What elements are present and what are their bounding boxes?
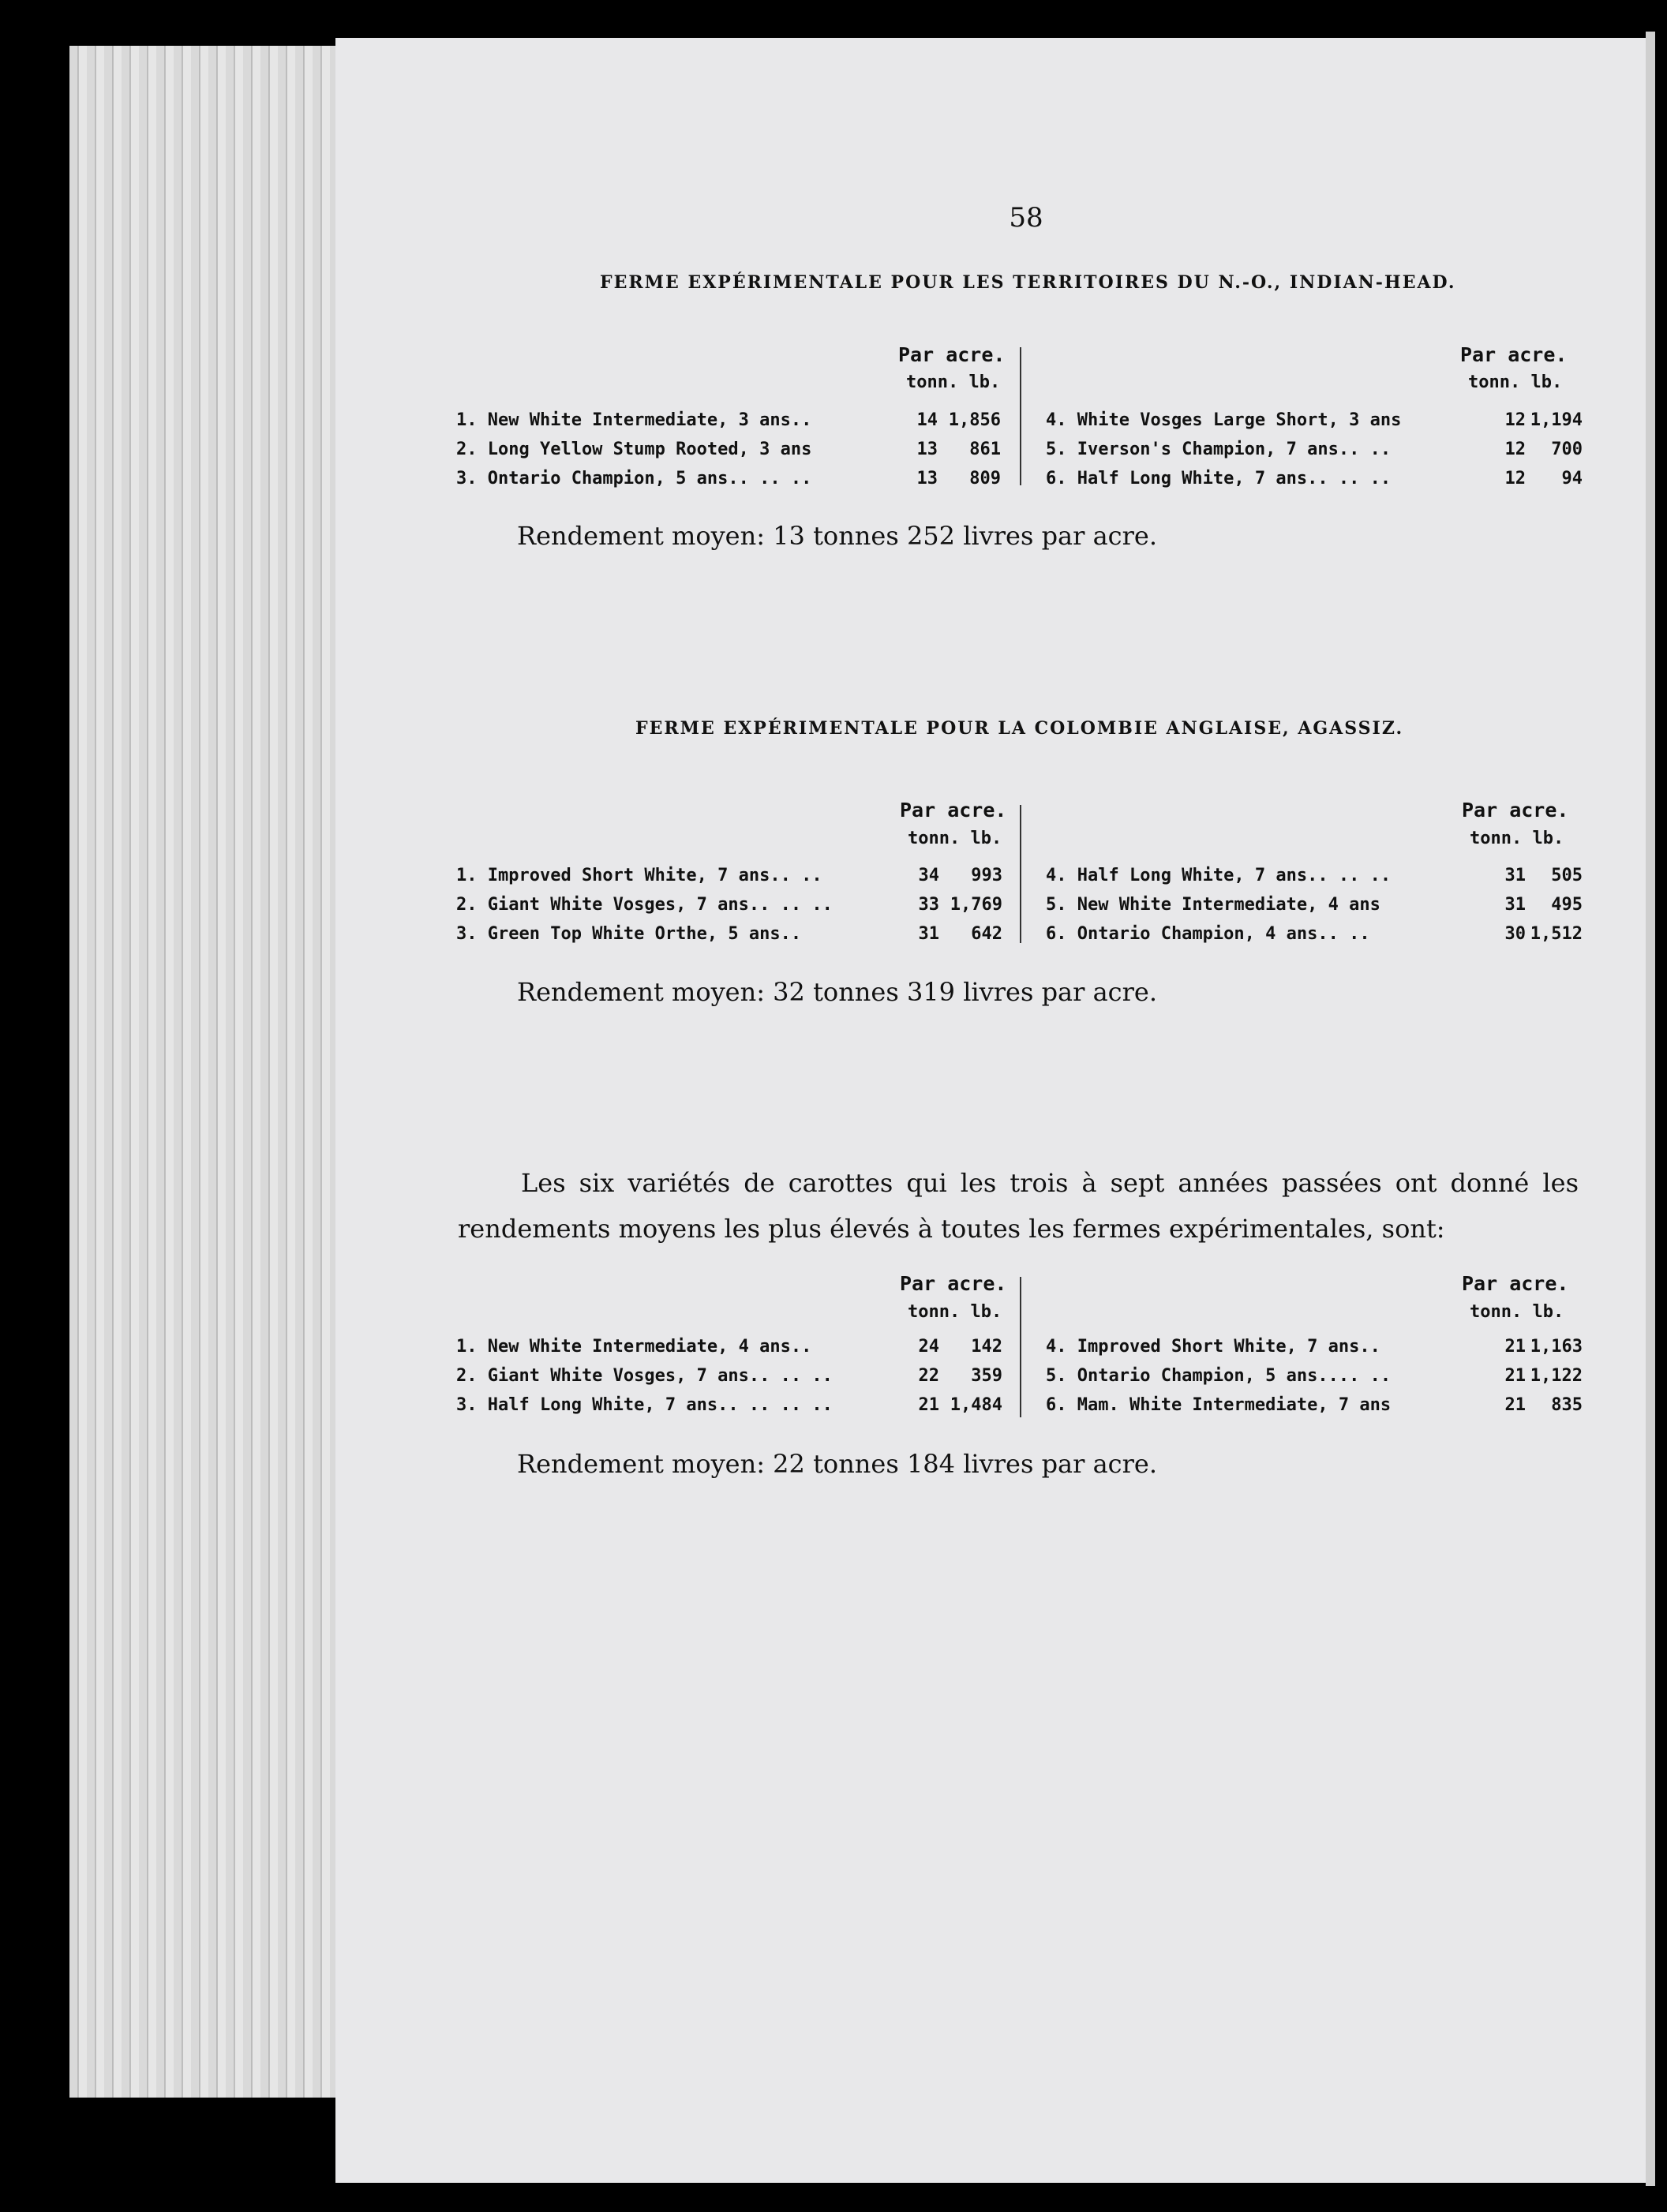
row-tonnes: 12 [1504,469,1526,488]
right-header-units: tonn. lb. [1470,1302,1564,1322]
section-title-indian-head: FERME EXPÉRIMENTALE POUR LES TERRITOIRES DU N.-O., INDIAN-HEAD. [600,272,1456,293]
row-tonnes: 34 [918,866,939,885]
row-variety: 3. Half Long White, 7 ans.. .. .. .. [456,1395,833,1415]
average-yield-summary: Rendement moyen: 22 tonnes 184 livres par acre. [517,1449,1157,1479]
table-row [456,924,1009,953]
right-header-per-acre: Par acre. [1460,343,1568,366]
row-tonnes: 30 [1504,924,1526,944]
row-pounds: 1,122 [1530,1366,1583,1386]
row-pounds: 835 [1551,1395,1583,1415]
table-row [1046,895,1583,923]
average-yield-summary: Rendement moyen: 13 tonnes 252 livres par acre. [517,521,1157,551]
right-header-per-acre: Par acre. [1462,799,1569,822]
table-row [1046,1337,1583,1365]
intro-paragraph: Les six variétés de carottes qui les trois à sept années passées ont donné les rendements moyens les plus élevés à toutes les fermes expérimentales, sont: [458,1168,1579,1244]
row-variety: 2. Long Yellow Stump Rooted, 3 ans [456,440,812,459]
row-variety: 1. New White Intermediate, 3 ans.. [456,410,812,430]
row-pounds: 642 [971,924,1002,944]
row-tonnes: 21 [1504,1337,1526,1357]
column-divider [1020,347,1021,485]
row-tonnes: 22 [918,1366,939,1386]
row-variety: 6. Ontario Champion, 4 ans.. .. [1046,924,1370,944]
row-tonnes: 12 [1504,440,1526,459]
row-tonnes: 21 [1504,1366,1526,1386]
row-pounds: 861 [969,440,1001,459]
row-tonnes: 31 [1504,866,1526,885]
book-page-edges [69,46,377,2098]
row-variety: 3. Ontario Champion, 5 ans.. .. .. [456,469,812,488]
table-row [456,895,1009,923]
left-header-per-acre: Par acre. [898,343,1006,366]
row-variety: 1. New White Intermediate, 4 ans.. [456,1337,812,1357]
row-variety: 5. Ontario Champion, 5 ans.... .. [1046,1366,1392,1386]
right-header-units: tonn. lb. [1470,829,1564,848]
row-pounds: 94 [1561,469,1583,488]
row-tonnes: 12 [1504,410,1526,430]
row-variety: 4. Half Long White, 7 ans.. .. .. [1046,866,1392,885]
row-variety: 5. Iverson's Champion, 7 ans.. .. [1046,440,1392,459]
table-row [456,1366,1009,1394]
page-number: 58 [1009,202,1043,234]
column-divider [1020,805,1021,943]
table-row [1046,440,1583,468]
row-pounds: 359 [971,1366,1002,1386]
row-pounds: 1,856 [948,410,1001,430]
left-header-units: tonn. lb. [908,1302,1002,1322]
row-variety: 1. Improved Short White, 7 ans.. .. [456,866,822,885]
average-yield-summary: Rendement moyen: 32 tonnes 319 livres par acre. [517,977,1157,1007]
right-header-per-acre: Par acre. [1462,1272,1569,1295]
row-tonnes: 31 [918,924,939,944]
row-pounds: 1,194 [1530,410,1583,430]
left-header-units: tonn. lb. [906,372,1001,392]
row-pounds: 700 [1551,440,1583,459]
right-header-units: tonn. lb. [1468,372,1563,392]
left-header-per-acre: Par acre. [900,799,1007,822]
section-title-agassiz: FERME EXPÉRIMENTALE POUR LA COLOMBIE ANGLAISE, AGASSIZ. [635,718,1404,739]
row-tonnes: 21 [1504,1395,1526,1415]
row-pounds: 1,512 [1530,924,1583,944]
row-variety: 3. Green Top White Orthe, 5 ans.. [456,924,802,944]
table-row [1046,410,1583,439]
row-tonnes: 21 [918,1395,939,1415]
row-variety: 6. Mam. White Intermediate, 7 ans [1046,1395,1392,1415]
table-row [1046,469,1583,497]
table-row [456,440,1009,468]
table-row [456,410,1009,439]
page-edge-strip [1646,32,1655,2186]
row-pounds: 1,769 [950,895,1002,915]
table-row [1046,1366,1583,1394]
row-tonnes: 13 [916,440,938,459]
row-pounds: 993 [971,866,1002,885]
row-variety: 4. White Vosges Large Short, 3 ans [1046,410,1402,430]
row-variety: 6. Half Long White, 7 ans.. .. .. [1046,469,1392,488]
row-variety: 5. New White Intermediate, 4 ans [1046,895,1380,915]
row-pounds: 142 [971,1337,1002,1357]
table-row [456,866,1009,894]
row-pounds: 809 [969,469,1001,488]
row-pounds: 1,163 [1530,1337,1583,1357]
row-tonnes: 24 [918,1337,939,1357]
row-pounds: 495 [1551,895,1583,915]
table-row [1046,866,1583,894]
row-tonnes: 13 [916,469,938,488]
table-row [1046,924,1583,953]
column-divider [1020,1277,1021,1417]
row-variety: 4. Improved Short White, 7 ans.. [1046,1337,1380,1357]
row-pounds: 505 [1551,866,1583,885]
table-row [456,1395,1009,1424]
row-pounds: 1,484 [950,1395,1002,1415]
row-tonnes: 33 [918,895,939,915]
row-variety: 2. Giant White Vosges, 7 ans.. .. .. [456,895,833,915]
row-tonnes: 31 [1504,895,1526,915]
table-row [456,1337,1009,1365]
row-tonnes: 14 [916,410,938,430]
table-row [456,469,1009,497]
row-variety: 2. Giant White Vosges, 7 ans.. .. .. [456,1366,833,1386]
left-header-units: tonn. lb. [908,829,1002,848]
left-header-per-acre: Par acre. [900,1272,1007,1295]
table-row [1046,1395,1583,1424]
